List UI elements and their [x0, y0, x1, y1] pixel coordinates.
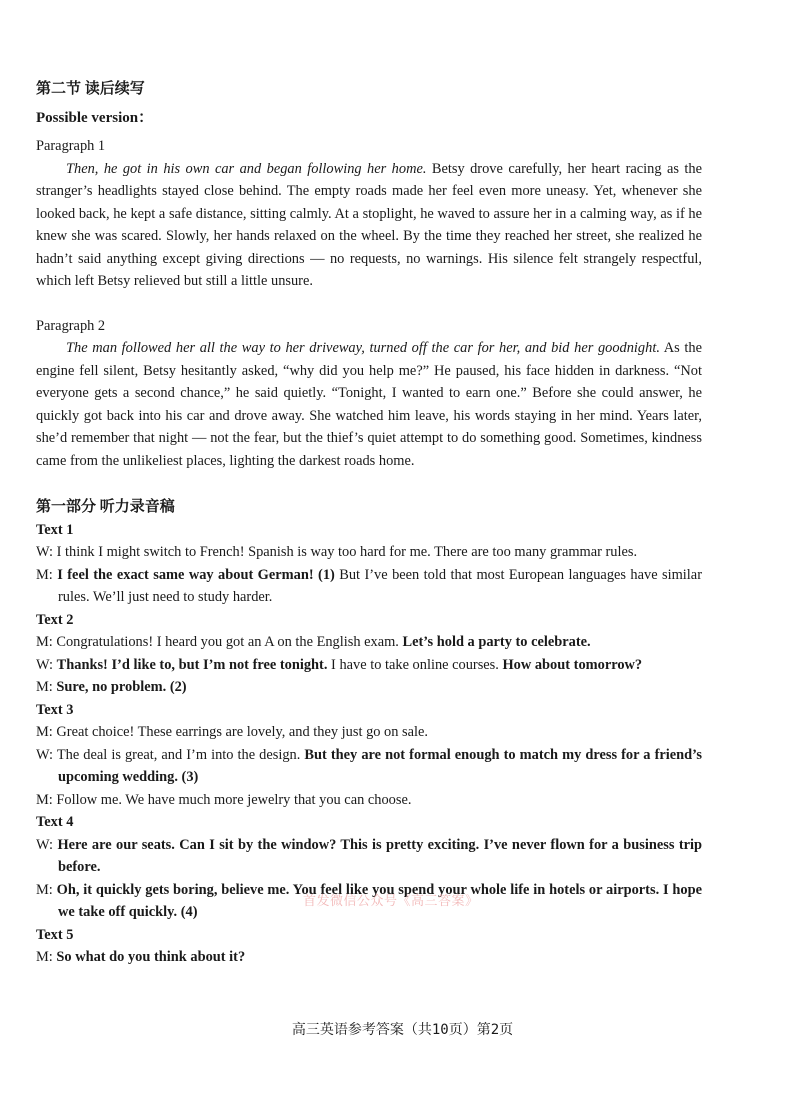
text-1-line-2	[36, 564, 702, 609]
paragraph-1-body: Betsy drove carefully, her heart racing as the stranger’s headlights stayed close behind. The empty roads made her feel even more uneasy. Yet, whenever she looked back, he kept a safe distance, sitting calmly. At a stoplight, he waved to assure her in a calming way, as if he knew she was scared. Slowly, her hands relaxed on the wheel. By the time they reached her street, she realized he hadn’t said anything except giving directions — no requests, no warnings. His silence felt strangely respectful, which left Betsy relieved but still a little unsure.	[36, 160, 702, 289]
speaker: M:	[36, 949, 57, 965]
line-text: M: Congratulations! I heard you got an A on the English exam.	[36, 634, 403, 650]
text-4-line-1	[36, 834, 702, 879]
text-3-line-1: M: Great choice! These earrings are lovely, and they just go on sale.	[36, 724, 429, 740]
paragraph-2	[36, 337, 702, 472]
section-heading-listening: 第一部分 听力录音稿	[36, 499, 175, 515]
text-2-line-2	[36, 654, 702, 677]
paragraph-2-opening: The man followed her all the way to her driveway, turned off the car for her, and bid her goodnight.	[66, 340, 660, 356]
text-3-line-3: M: Follow me. We have much more jewelry that you can choose.	[36, 791, 412, 808]
answer-key-text: How about tomorrow?	[502, 656, 643, 673]
answer-key-text: I feel the exact same way about German! (1)	[57, 566, 335, 583]
answer-key-text: Oh, it quickly gets boring, believe me. You feel like you spend your whole life in hotels or airports. I hope we take off quickly. (4)	[56, 881, 702, 920]
text-5-title: Text 5	[36, 926, 74, 943]
text-3-line-2	[36, 744, 702, 789]
answer-key-text: Sure, no problem. (2)	[56, 679, 187, 695]
speaker: M:	[36, 566, 58, 583]
page-footer: 高三英语参考答案（共10页）第2页	[291, 1022, 514, 1038]
text-4-title: Text 4	[36, 814, 74, 830]
answer-key-text: Thanks! I’d like to, but I’m not free tonight.	[56, 656, 328, 673]
text-5-line-1	[36, 946, 702, 969]
line-text: W: The deal is great, and I’m into the design.	[36, 746, 305, 763]
text-2-title: Text 2	[36, 611, 74, 628]
paragraph-2-body: As the engine fell silent, Betsy hesitantly asked, “why did you help me?” He paused, his face hidden in darkness. “Not everyone gets a second chance,” he said quietly. “Tonight, I wanted to earn one.” Before she could answer, he quickly got back into his car and drove away. She watched him leave, his words staying in her mind. Years later, she’d remember that night — not the fear, but the thief’s quiet attempt to do something good. Sometimes, kindness came from the unlikeliest places, lighting the darkest roads home.	[36, 340, 702, 469]
text-3-title: Text 3	[36, 701, 74, 718]
line-text: But I’ve been told that most European languages have similar rules. We’ll just need to study harder.	[58, 566, 702, 605]
paragraph-1	[36, 158, 702, 293]
text-1-title: Text 1	[36, 521, 74, 538]
watermark-text: 首发微信公众号《高三答案》	[303, 894, 479, 909]
answer-key-text: Let’s hold a party to celebrate.	[402, 634, 591, 650]
section-heading-writing: 第二节 读后续写	[36, 81, 145, 97]
paragraph-1-opening: Then, he got in his own car and began following her home.	[66, 160, 427, 177]
answer-key-text: So what do you think about it?	[56, 949, 246, 965]
paragraph-2-label: Paragraph 2	[36, 317, 106, 334]
speaker: M:	[36, 881, 57, 898]
text-2-line-1	[36, 631, 702, 654]
speaker: W:	[36, 836, 58, 853]
paragraph-1-label: Paragraph 1	[36, 138, 106, 154]
answer-key-text: But they are not formal enough to match my dress for a friend’s upcoming wedding. (3)	[58, 746, 702, 785]
text-2-line-3	[36, 676, 702, 699]
speaker: M:	[36, 679, 57, 695]
answer-key-text: Here are our seats. Can I sit by the window? This is pretty exciting. I’ve never flown for a business trip before.	[57, 836, 702, 875]
line-text: I have to take online courses.	[327, 656, 503, 673]
speaker: W:	[36, 656, 57, 673]
text-1-line-1: W: I think I might switch to French! Spanish is way too hard for me. There are too many grammar rules.	[36, 544, 638, 560]
possible-version-label: Possible version：	[36, 109, 154, 126]
document-page	[36, 78, 702, 969]
